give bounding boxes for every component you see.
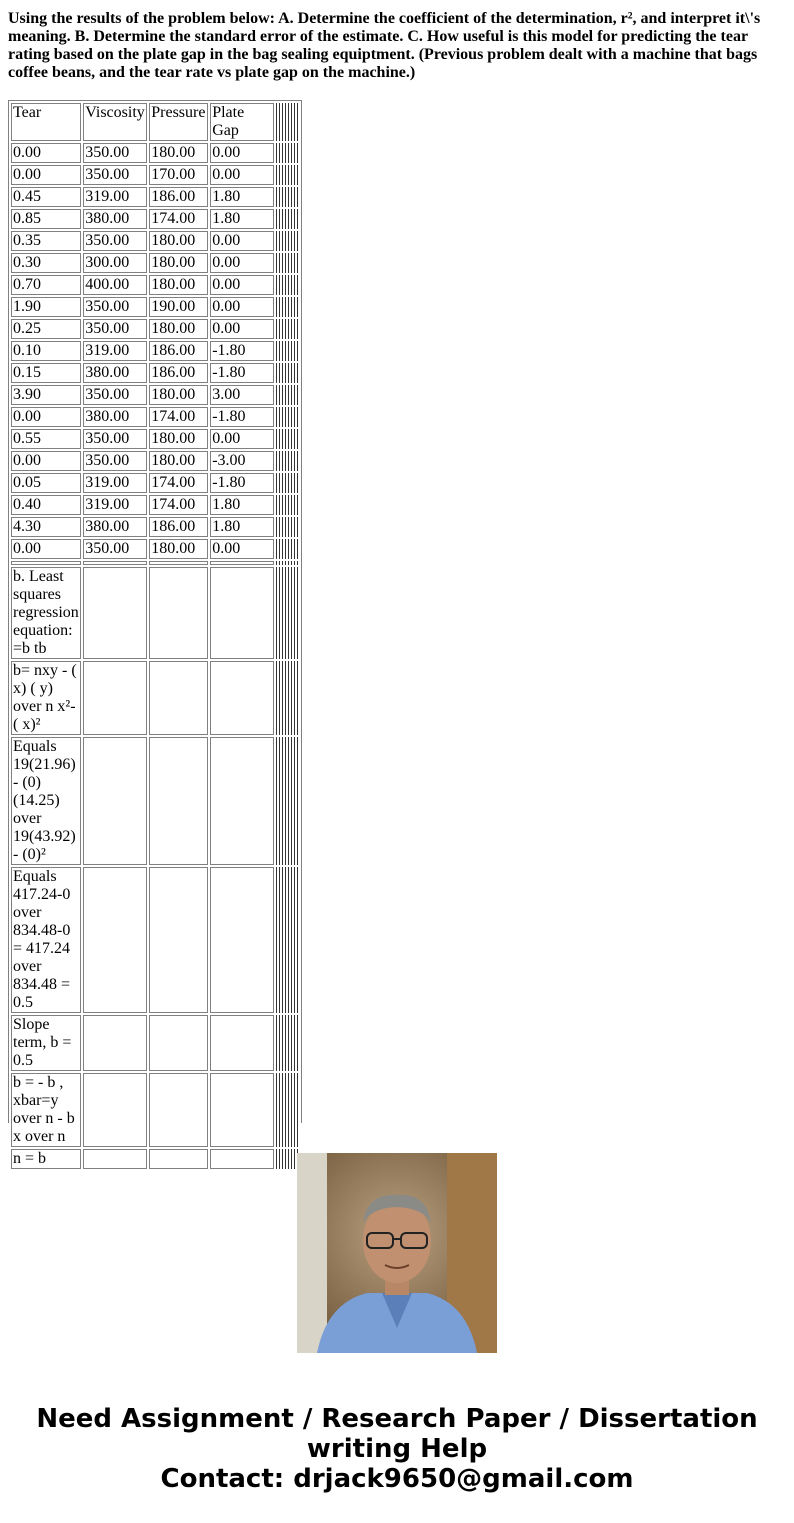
table-cell: 0.25 [11, 319, 81, 339]
table-cell: 1.80 [210, 209, 274, 229]
table-cell: -1.80 [210, 473, 274, 493]
separator-cell [276, 561, 299, 565]
table-cell: 0.45 [11, 187, 81, 207]
note-text: Equals 417.24-0 over 834.48-0 = 417.24 over 834.48 = 0.5 [11, 867, 81, 1013]
table-row [11, 407, 299, 427]
table-row [11, 297, 299, 317]
empty-cell [83, 867, 147, 1013]
table-cell: 0.00 [210, 231, 274, 251]
cell-border-lines [276, 429, 299, 449]
table-cell: 180.00 [149, 275, 208, 295]
question-text: Using the results of the problem below: A. Determine the coefficient of the determination, r², and interpret it\'s meaning. B. Determine the standard error of the estimate. C. How useful is this model for predicting the tear rating based on the plate gap in the bag sealing equiptment. (Previous problem dealt with a machine that bags coffee beans, and the tear rate vs plate gap on the machine.) [8, 10, 761, 81]
table-cell: 3.90 [11, 385, 81, 405]
note-text: b. Least squares regression equation: =b tb [11, 567, 81, 659]
table-cell: 1.80 [210, 517, 274, 537]
table-row [11, 187, 299, 207]
empty-cell [83, 1015, 147, 1071]
table-cell: 0.55 [11, 429, 81, 449]
table-cell: Pressure [149, 103, 208, 141]
table-cell: 0.40 [11, 495, 81, 515]
table-cell: 400.00 [83, 275, 147, 295]
table-cell: 186.00 [149, 517, 208, 537]
table-cell: 190.00 [149, 297, 208, 317]
empty-cell [83, 1073, 147, 1147]
table-cell: 350.00 [83, 165, 147, 185]
cell-border-lines [276, 103, 299, 141]
table-cell: 180.00 [149, 231, 208, 251]
table-cell: 0.15 [11, 363, 81, 383]
table-cell: 174.00 [149, 495, 208, 515]
empty-cell [149, 1073, 208, 1147]
table-cell: -1.80 [210, 363, 274, 383]
cell-border-lines [276, 517, 299, 537]
table-cell: 186.00 [149, 341, 208, 361]
table-row [11, 451, 299, 471]
note-row [11, 661, 299, 735]
table-cell: 1.80 [210, 187, 274, 207]
empty-cell [83, 567, 147, 659]
table-cell: 350.00 [83, 319, 147, 339]
table-cell: 380.00 [83, 209, 147, 229]
note-row [11, 1015, 299, 1071]
empty-cell [210, 1149, 274, 1169]
table-row [11, 341, 299, 361]
note-text: Equals 19(21.96)- (0)(14.25) over 19(43.92)- (0)² [11, 737, 81, 865]
table-cell: 0.30 [11, 253, 81, 273]
table-row [11, 517, 299, 537]
table-cell: 319.00 [83, 473, 147, 493]
table-cell: 186.00 [149, 363, 208, 383]
cell-border-lines [276, 209, 299, 229]
table-cell: 380.00 [83, 407, 147, 427]
cell-border-lines [276, 297, 299, 317]
empty-cell [83, 661, 147, 735]
table-cell: 174.00 [149, 473, 208, 493]
empty-cell [210, 1073, 274, 1147]
table-cell: 170.00 [149, 165, 208, 185]
note-row [11, 867, 299, 1013]
table-cell: 350.00 [83, 539, 147, 559]
table-cell: 350.00 [83, 143, 147, 163]
table-cell: 0.10 [11, 341, 81, 361]
empty-cell [210, 867, 274, 1013]
table-cell: 180.00 [149, 143, 208, 163]
table-cell: 380.00 [83, 363, 147, 383]
table-cell: 174.00 [149, 209, 208, 229]
empty-cell [83, 1149, 147, 1169]
empty-cell [149, 1015, 208, 1071]
empty-cell [83, 737, 147, 865]
cell-border-lines [276, 341, 299, 361]
cell-border-lines [276, 1149, 299, 1169]
table-cell: 186.00 [149, 187, 208, 207]
data-table [9, 101, 301, 1171]
cell-border-lines [276, 1015, 299, 1071]
table-cell: 3.00 [210, 385, 274, 405]
table-row [11, 385, 299, 405]
note-row [11, 737, 299, 865]
table-cell: 380.00 [83, 517, 147, 537]
cell-border-lines [276, 539, 299, 559]
table-cell: 350.00 [83, 429, 147, 449]
cell-border-lines [276, 253, 299, 273]
cell-border-lines [276, 407, 299, 427]
table-row [11, 539, 299, 559]
table-cell: 4.30 [11, 517, 81, 537]
author-avatar [297, 1153, 497, 1353]
table-separator [11, 561, 299, 565]
footer-contact [0, 1404, 794, 1494]
table-cell: 0.00 [210, 319, 274, 339]
table-cell: 0.00 [210, 429, 274, 449]
table-row [11, 165, 299, 185]
empty-cell [210, 737, 274, 865]
table-cell: 319.00 [83, 341, 147, 361]
table-row [11, 363, 299, 383]
cell-border-lines [276, 363, 299, 383]
table-cell: 180.00 [149, 451, 208, 471]
table-cell: 0.05 [11, 473, 81, 493]
table-row [11, 231, 299, 251]
table-cell: Viscosity [83, 103, 147, 141]
table-cell: 0.85 [11, 209, 81, 229]
table-cell: 0.00 [11, 451, 81, 471]
note-row [11, 1073, 299, 1147]
empty-cell [149, 661, 208, 735]
table-cell: 1.90 [11, 297, 81, 317]
footer-line-1: Need Assignment / Research Paper / Dissertation [36, 1404, 758, 1434]
table-cell: 0.00 [210, 165, 274, 185]
cell-border-lines [276, 143, 299, 163]
note-row [11, 567, 299, 659]
table-cell: 0.35 [11, 231, 81, 251]
table-cell: 0.00 [11, 143, 81, 163]
table-cell: 300.00 [83, 253, 147, 273]
cell-border-lines [276, 275, 299, 295]
empty-cell [149, 1149, 208, 1169]
table-row [11, 143, 299, 163]
table-cell: 350.00 [83, 451, 147, 471]
table-cell: 0.00 [210, 539, 274, 559]
separator-cell [83, 561, 147, 565]
footer-line-3: Contact: drjack9650@gmail.com [160, 1464, 634, 1494]
separator-cell [149, 561, 208, 565]
note-text: b= nxy - ( x) ( y) over n x²- ( x)² [11, 661, 81, 735]
table-row [11, 495, 299, 515]
table-cell: 0.00 [11, 165, 81, 185]
table-cell: 0.00 [210, 143, 274, 163]
table-cell: -1.80 [210, 341, 274, 361]
avatar-photo [297, 1153, 497, 1353]
table-cell: 319.00 [83, 495, 147, 515]
table-cell: 0.00 [11, 407, 81, 427]
cell-border-lines [276, 737, 299, 865]
table-cell: Tear [11, 103, 81, 141]
note-text: n = b [11, 1149, 81, 1169]
table-cell: 174.00 [149, 407, 208, 427]
cell-border-lines [276, 187, 299, 207]
table-cell: 0.00 [11, 539, 81, 559]
table-cell: 0.00 [210, 275, 274, 295]
table-row [11, 319, 299, 339]
table-cell: 350.00 [83, 231, 147, 251]
table-cell: 350.00 [83, 297, 147, 317]
cell-border-lines [276, 165, 299, 185]
table-cell: 0.00 [210, 253, 274, 273]
cell-border-lines [276, 495, 299, 515]
empty-cell [149, 567, 208, 659]
note-text: Slope term, b = 0.5 [11, 1015, 81, 1071]
cell-border-lines [276, 319, 299, 339]
table-cell: -1.80 [210, 407, 274, 427]
empty-cell [210, 567, 274, 659]
note-row [11, 1149, 299, 1169]
table-row [11, 209, 299, 229]
cell-border-lines [276, 385, 299, 405]
table-cell: 180.00 [149, 253, 208, 273]
table-cell: 1.80 [210, 495, 274, 515]
table-cell: 180.00 [149, 385, 208, 405]
table-row [11, 473, 299, 493]
empty-cell [149, 737, 208, 865]
table-cell: 319.00 [83, 187, 147, 207]
table-cell: 180.00 [149, 319, 208, 339]
empty-cell [149, 867, 208, 1013]
cell-border-lines [276, 231, 299, 251]
data-table-container[interactable] [8, 100, 302, 1167]
empty-cell [210, 1015, 274, 1071]
table-cell: Plate Gap [210, 103, 274, 141]
table-cell: 180.00 [149, 429, 208, 449]
separator-cell [210, 561, 274, 565]
table-cell: 0.00 [210, 297, 274, 317]
cell-border-lines [276, 867, 299, 1013]
cell-border-lines [276, 661, 299, 735]
table-row [11, 253, 299, 273]
cell-border-lines [276, 567, 299, 659]
empty-cell [210, 661, 274, 735]
table-header-row [11, 103, 299, 141]
cell-border-lines [276, 473, 299, 493]
cell-border-lines [276, 451, 299, 471]
table-cell: 180.00 [149, 539, 208, 559]
table-cell: 350.00 [83, 385, 147, 405]
cell-border-lines [276, 1073, 299, 1147]
footer-line-2: writing Help [306, 1434, 488, 1464]
table-row [11, 275, 299, 295]
separator-cell [11, 561, 81, 565]
note-text: b = - b , xbar=y over n - b x over n [11, 1073, 81, 1147]
table-cell: -3.00 [210, 451, 274, 471]
table-row [11, 429, 299, 449]
table-cell: 0.70 [11, 275, 81, 295]
